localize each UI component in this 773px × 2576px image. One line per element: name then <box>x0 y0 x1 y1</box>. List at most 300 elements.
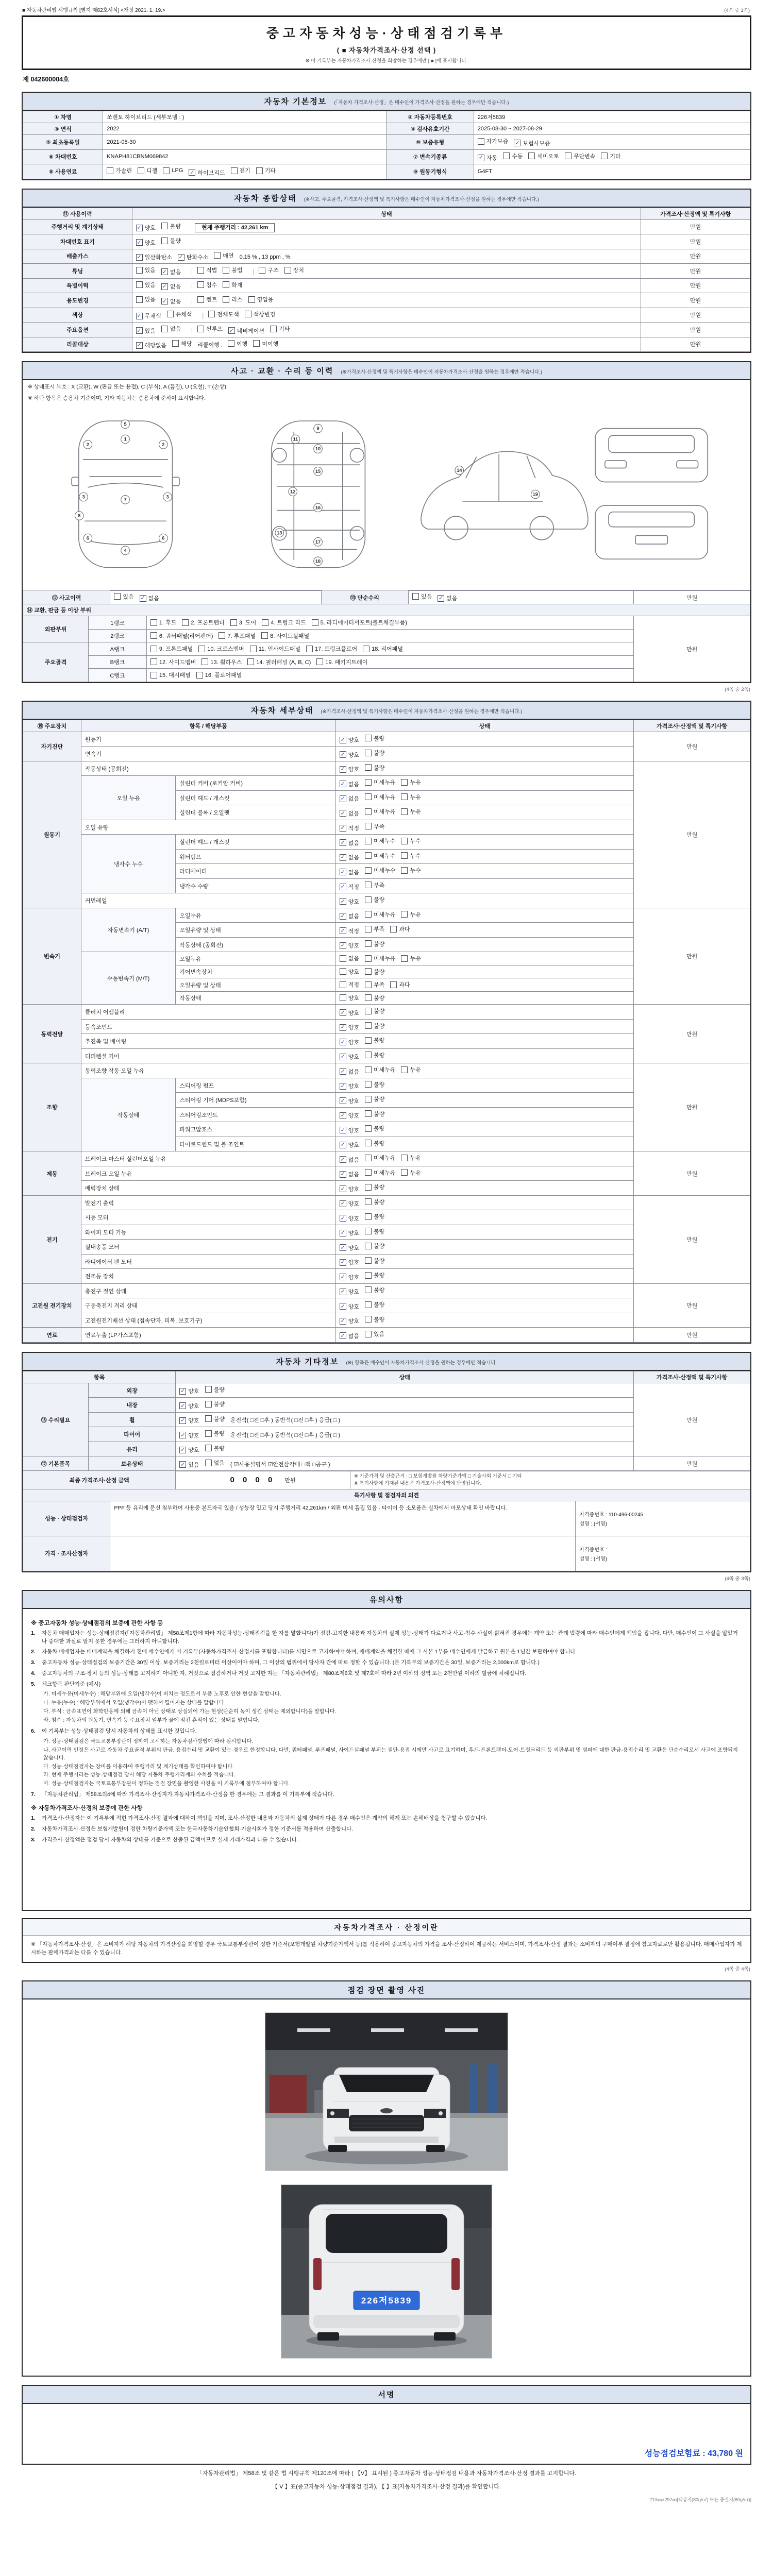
checkbox-없음[interactable] <box>340 1170 359 1178</box>
checkbox-없음[interactable] <box>161 268 181 276</box>
item-state <box>335 805 634 820</box>
checkbox-전기[interactable] <box>231 166 250 175</box>
checkbox-침수[interactable] <box>197 281 217 289</box>
checkbox-label: 미세누수 <box>373 868 396 874</box>
checkbox-없음[interactable] <box>205 1459 225 1467</box>
checkbox-없음[interactable] <box>340 853 359 861</box>
checkbox-없음[interactable] <box>140 594 159 602</box>
checkbox-양호[interactable] <box>340 1053 359 1061</box>
separator: | <box>191 283 193 290</box>
checkbox-불량[interactable] <box>365 1036 384 1044</box>
checkbox-있음[interactable] <box>136 295 156 303</box>
checkbox-19. 패키지트레이[interactable] <box>316 658 367 666</box>
inspector-comment <box>110 1536 576 1571</box>
checkbox-11. 인사이드패널[interactable] <box>250 645 300 653</box>
checkbox-mark <box>150 632 157 639</box>
checkbox-양호[interactable] <box>340 1097 359 1105</box>
accident-price-cell: 만원 <box>634 590 750 605</box>
checkbox-불량[interactable] <box>365 1022 384 1030</box>
checkbox-불량[interactable] <box>365 1286 384 1294</box>
checkbox-부족[interactable] <box>365 881 384 889</box>
panel-group-label: 외판부위 <box>23 616 89 642</box>
checkbox-미세누유[interactable] <box>365 807 396 816</box>
checkbox-없음[interactable] <box>340 1332 359 1340</box>
checkbox-mark <box>365 793 372 800</box>
checkbox-불량[interactable] <box>365 1212 384 1221</box>
checkbox-불량[interactable] <box>365 1198 384 1206</box>
notice-text: 자동차 매매업자는 성능·상태점검자(「자동차관리법」 제58조제1항에 따라 자동차성능·상태점검을 한 자를 말합니다)가 점검·고지한 내용과 자동차의 실제 성능·상태가 다르거나 사고·침수 사실이 밝혀진 경우에는 계약 또는 관계 법령에 따라 매수인에게 책임을 집니다. 다만, 매수인이 그 사실을 알았거나 중대한 과실로 알지 못한 경우에는 그러하지 아니합니다. <box>42 1630 738 1645</box>
checkbox-label: 양호 <box>188 1418 199 1425</box>
checkbox-세미오토[interactable] <box>528 152 559 160</box>
checkbox-양호[interactable] <box>179 1387 199 1395</box>
checkbox-mark <box>412 593 419 600</box>
checkbox-label: 양호 <box>348 1318 359 1325</box>
price-cell: 만원 <box>634 1151 750 1196</box>
checkbox-양호[interactable] <box>179 1431 199 1439</box>
checkbox-label: 불량 <box>373 1316 385 1323</box>
legal-line-1: 「자동차관리법」 제58조 및 같은 법 시행규칙 제120조에 따라 ( 【V】 표시된 ) 중고자동차 성능·상태점검 내용과 자동차가격조사·산정 결과를 고지합니다. <box>196 2470 576 2477</box>
checkbox-영업용[interactable] <box>248 295 274 303</box>
checkbox-17. 트렁크플로어[interactable] <box>306 645 357 653</box>
checkbox-label: 누수 <box>410 838 421 845</box>
checkbox-과다[interactable] <box>390 980 410 989</box>
checkbox-이행[interactable] <box>228 340 247 348</box>
checkbox-일산화탄소[interactable] <box>136 253 172 261</box>
checkbox-양호[interactable] <box>340 1229 359 1237</box>
checkbox-label: 구조 <box>267 267 279 274</box>
checkbox-불량[interactable] <box>161 236 181 245</box>
checkbox-12. 사이드멤버[interactable] <box>150 658 196 666</box>
price-cell: 만원 <box>641 337 750 352</box>
checkbox-mark <box>247 658 254 665</box>
checkbox-양호[interactable] <box>340 1111 359 1120</box>
checkbox-mark <box>316 658 323 665</box>
checkbox-LPG[interactable] <box>163 167 183 174</box>
checkbox-적정[interactable] <box>340 980 359 989</box>
checkbox-불량[interactable] <box>205 1385 225 1394</box>
checkbox-미세누유[interactable] <box>365 778 396 786</box>
checkbox-미세누유[interactable] <box>365 1065 396 1074</box>
checkbox-14. 필러패널 (A, B, C)[interactable] <box>247 658 311 666</box>
checkbox-label: 없음 <box>170 298 181 305</box>
section-detail-title <box>23 702 750 720</box>
checkbox-수동[interactable] <box>503 152 523 160</box>
checkbox-양호[interactable] <box>340 1258 359 1266</box>
svg-text:7: 7 <box>124 497 127 502</box>
checkbox-label: 불량 <box>213 1431 225 1437</box>
checkbox-불량[interactable] <box>365 1257 384 1265</box>
checkbox-미세누유[interactable] <box>365 910 396 919</box>
checkbox-mark <box>340 955 346 962</box>
item-name: 냉각수 수량 <box>176 878 335 893</box>
checkbox-유채색[interactable] <box>167 310 192 318</box>
checkbox-누유[interactable] <box>401 807 421 816</box>
checkbox-자가보증[interactable] <box>478 137 509 145</box>
checkbox-있음[interactable] <box>114 592 133 601</box>
checkbox-누유[interactable] <box>401 1065 421 1074</box>
checkbox-무단변속[interactable] <box>565 152 596 160</box>
checkbox-불량[interactable] <box>205 1415 225 1423</box>
checkbox-보험사보증[interactable] <box>514 139 550 147</box>
checkbox-1. 후드[interactable] <box>150 618 176 626</box>
final-price-amount <box>176 1470 350 1489</box>
checkbox-불량[interactable] <box>365 1124 384 1132</box>
rank-label: 1랭크 <box>88 616 146 630</box>
checkbox-없음[interactable] <box>340 780 359 788</box>
checkbox-양호[interactable] <box>340 1023 359 1031</box>
checkbox-label: 있음 <box>144 267 156 274</box>
checkbox-mark <box>365 1081 372 1088</box>
checkbox-양호[interactable] <box>136 224 156 232</box>
checkbox-미세누유[interactable] <box>365 793 396 801</box>
checkbox-없음[interactable] <box>340 954 359 962</box>
item-state <box>335 1151 634 1166</box>
checkbox-양호[interactable] <box>340 1273 359 1281</box>
checkbox-mark <box>365 764 372 771</box>
checkbox-적법[interactable] <box>197 266 217 274</box>
item-state <box>335 820 634 835</box>
checkbox-가솔린[interactable] <box>107 166 132 175</box>
checkbox-디젤[interactable] <box>138 166 157 175</box>
checkbox-불량[interactable] <box>365 1051 384 1059</box>
inspector-role: 가격 · 조사산정자 <box>23 1536 110 1571</box>
checkbox-label: 양호 <box>348 1054 359 1061</box>
price-cell: 만원 <box>634 1456 750 1471</box>
checkbox-label: 미세누유 <box>373 794 396 801</box>
checkbox-mark <box>401 867 408 874</box>
checkbox-불량[interactable] <box>365 1271 384 1279</box>
checkbox-미세누수[interactable] <box>365 852 396 860</box>
checkbox-양호[interactable] <box>179 1416 199 1425</box>
field-label: ⑧ 사용연료 <box>23 164 103 179</box>
certificate-number: 자격증번호 : <box>579 1547 608 1553</box>
notice-item <box>31 1825 742 1834</box>
usage-history-state <box>132 323 641 337</box>
checkbox-mark <box>478 138 484 145</box>
checkbox-불량[interactable] <box>365 764 384 772</box>
price-survey-select-option[interactable]: ( ■ 자동차가격조사·산정 선택 ) <box>337 46 436 54</box>
checkbox-mark: ✓ <box>229 327 234 334</box>
checkbox-mark: ✓ <box>340 1185 345 1192</box>
checkbox-누유[interactable] <box>401 1154 421 1162</box>
checkbox-없음[interactable] <box>161 325 181 333</box>
checkbox-불량[interactable] <box>205 1400 225 1408</box>
checkbox-없음[interactable] <box>340 912 359 920</box>
checkbox-양호[interactable] <box>340 1141 359 1149</box>
checkbox-label: 미세누유 <box>373 911 396 918</box>
accident-status-table <box>23 590 750 605</box>
checkbox-부족[interactable] <box>365 980 384 989</box>
checkbox-미세누수[interactable] <box>365 837 396 845</box>
checkbox-mark <box>401 911 408 918</box>
checkbox-mark <box>223 296 229 303</box>
checkbox-mark <box>363 646 369 652</box>
checkbox-없음[interactable] <box>161 297 181 306</box>
checkbox-2. 프론트펜더[interactable] <box>182 618 224 626</box>
checkbox-적정[interactable] <box>340 927 359 935</box>
checkbox-15. 대시패널[interactable] <box>150 671 191 679</box>
rank-label: B랭크 <box>88 655 146 669</box>
usage-history-state <box>132 264 641 279</box>
checkbox-mark: ✓ <box>340 898 345 905</box>
checkbox-9. 프론트패널[interactable] <box>150 645 193 653</box>
checkbox-미세누수[interactable] <box>365 866 396 874</box>
rank-label: 2랭크 <box>88 629 146 642</box>
checkbox-불량[interactable] <box>365 749 384 757</box>
checkbox-누유[interactable] <box>401 1168 421 1177</box>
checkbox-있음[interactable] <box>412 592 432 601</box>
checkbox-label: 19. 패키지트레이 <box>325 659 368 666</box>
checkbox-label: 없음 <box>348 1172 359 1178</box>
field-value: 226저5839 <box>474 111 750 123</box>
checkbox-13. 휠하우스[interactable] <box>201 658 242 666</box>
checkbox-화재[interactable] <box>223 281 242 289</box>
checkbox-양호[interactable] <box>340 994 359 1002</box>
checkbox-양호[interactable] <box>340 765 359 773</box>
checkbox-양호[interactable] <box>179 1402 199 1410</box>
item-state <box>335 790 634 805</box>
checkbox-해당없음[interactable] <box>136 341 167 349</box>
notice-number: 1. <box>31 1630 36 1636</box>
checkbox-양호[interactable] <box>340 1185 359 1193</box>
checkbox-없음[interactable] <box>161 282 181 291</box>
checkbox-있음[interactable] <box>365 1330 384 1338</box>
checkbox-양호[interactable] <box>136 239 156 247</box>
checkbox-label: 없음 <box>446 596 458 602</box>
checkbox-label: 있음 <box>188 1462 199 1468</box>
checkbox-하이브리드[interactable] <box>189 168 225 177</box>
checkbox-불량[interactable] <box>365 940 384 948</box>
checkbox-mark <box>172 340 179 347</box>
signature-line: 성명 : (서명) <box>579 1521 607 1527</box>
checkbox-3. 도어[interactable] <box>230 618 256 626</box>
checkbox-누수[interactable] <box>401 837 421 845</box>
checkbox-18. 리어패널[interactable] <box>363 645 403 653</box>
checkbox-불량[interactable] <box>365 1300 384 1309</box>
checkbox-mark <box>261 632 268 639</box>
checkbox-없음[interactable] <box>340 809 359 818</box>
price-cell: 만원 <box>641 234 750 249</box>
field-label: ④ 검사유효기간 <box>386 123 474 135</box>
field-label: ⑨ 원동기형식 <box>386 164 474 179</box>
checkbox-불량[interactable] <box>365 1183 384 1191</box>
checkbox-label: 양호 <box>348 1098 359 1105</box>
basic-info-row <box>23 164 750 179</box>
checkbox-label: 양호 <box>348 1230 359 1237</box>
checkbox-불량[interactable] <box>365 1095 384 1103</box>
checkbox-양호[interactable] <box>340 1214 359 1223</box>
notice-number: 6. <box>31 1727 36 1734</box>
checkbox-양호[interactable] <box>340 1287 359 1296</box>
checkbox-자동[interactable] <box>478 154 497 162</box>
checkbox-mark: ✓ <box>180 1388 186 1395</box>
checkbox-양호[interactable] <box>340 1009 359 1017</box>
checkbox-양호[interactable] <box>340 1302 359 1311</box>
checkbox-무채색[interactable] <box>136 312 161 320</box>
checkbox-구조[interactable] <box>259 266 278 274</box>
checkbox-누유[interactable] <box>401 793 421 801</box>
svg-text:3: 3 <box>82 494 85 500</box>
checkbox-색상변경[interactable] <box>245 310 276 318</box>
checkbox-mark: ✓ <box>178 254 183 260</box>
checkbox-양호[interactable] <box>340 1082 359 1090</box>
checkbox-양호[interactable] <box>340 1244 359 1252</box>
checkbox-mark <box>365 1140 372 1146</box>
checkbox-있음[interactable] <box>136 327 156 335</box>
checkbox-mark <box>365 1037 372 1044</box>
checkbox-5. 라디에이터서포트(볼트체결부품)[interactable] <box>312 618 407 626</box>
checkbox-전체도색[interactable] <box>208 310 239 318</box>
checkbox-7. 루프패널[interactable] <box>219 632 256 640</box>
checkbox-mark <box>270 326 277 332</box>
checkbox-label: 누유 <box>410 1170 421 1176</box>
field-label: ③ 연식 <box>23 123 103 135</box>
checkbox-불량[interactable] <box>365 1139 384 1147</box>
checkbox-있음[interactable] <box>136 266 156 274</box>
checkbox-누수[interactable] <box>401 852 421 860</box>
checkbox-mark: ✓ <box>180 1447 186 1453</box>
checkbox-기타[interactable] <box>270 325 290 333</box>
checkbox-label: 누수 <box>410 853 421 859</box>
checkbox-mark <box>259 267 265 274</box>
checkbox-없음[interactable] <box>340 868 359 876</box>
checkbox-장치[interactable] <box>284 266 304 274</box>
item-state <box>335 1225 634 1240</box>
checkbox-6. 쿼터패널(리어펜더)[interactable] <box>150 632 213 640</box>
checkbox-불량[interactable] <box>365 1110 384 1118</box>
checkbox-양호[interactable] <box>340 736 359 744</box>
checkbox-과다[interactable] <box>390 925 410 933</box>
checkbox-있음[interactable] <box>136 281 156 289</box>
checkbox-10. 크로스멤버[interactable] <box>198 645 244 653</box>
checkbox-label: 없음 <box>148 596 159 602</box>
checkbox-불량[interactable] <box>205 1444 225 1452</box>
checkbox-label: 12. 사이드멤버 <box>159 659 196 666</box>
checkbox-누수[interactable] <box>401 866 421 874</box>
col-state: 상태 <box>132 208 641 219</box>
checkbox-불량[interactable] <box>365 1080 384 1089</box>
checkbox-label: 양호 <box>348 737 359 744</box>
checkbox-없음[interactable] <box>340 1067 359 1076</box>
checkbox-label: 14. 필러패널 (A, B, C) <box>256 659 311 666</box>
svg-text:6: 6 <box>162 535 165 541</box>
checkbox-불량[interactable] <box>365 1227 384 1235</box>
checkbox-mark <box>365 735 372 741</box>
checkbox-mark <box>365 1301 372 1308</box>
checkbox-리스[interactable] <box>223 295 242 303</box>
checkbox-누유[interactable] <box>401 910 421 919</box>
checkbox-불량[interactable] <box>365 734 384 742</box>
checkbox-네비게이션[interactable] <box>228 327 264 335</box>
final-price-label: 최종 가격조사·산정 금액 <box>23 1470 176 1489</box>
checkbox-양호[interactable] <box>340 968 359 976</box>
checkbox-적정[interactable] <box>340 883 359 891</box>
checkbox-부족[interactable] <box>365 925 384 933</box>
checkbox-없음[interactable] <box>340 839 359 847</box>
checkbox-양호[interactable] <box>340 1317 359 1325</box>
checkbox-16. 플로어패널[interactable] <box>196 671 242 679</box>
checkbox-mark: ✓ <box>340 766 345 773</box>
car-damage-diagram <box>23 403 750 591</box>
item-state <box>335 849 634 864</box>
accident-history-label: ⑫ 사고이력 <box>23 590 110 605</box>
checkbox-label: 없음 <box>170 326 181 332</box>
detail-row <box>23 1151 750 1166</box>
checkbox-미세누유[interactable] <box>365 1154 396 1162</box>
price-cell: 만원 <box>641 219 750 234</box>
other-item-name: 보유상태 <box>88 1456 175 1471</box>
checkbox-label: 누유 <box>410 956 421 962</box>
checkbox-미세누유[interactable] <box>365 954 396 962</box>
checkbox-불량[interactable] <box>365 994 384 1002</box>
svg-text:13: 13 <box>277 530 282 536</box>
checkbox-양호[interactable] <box>340 1199 359 1208</box>
checkbox-mark <box>365 1052 372 1058</box>
checkbox-없음[interactable] <box>340 794 359 803</box>
checkbox-없음[interactable] <box>340 1156 359 1164</box>
checkbox-기타[interactable] <box>601 152 620 160</box>
checkbox-있음[interactable] <box>179 1461 199 1469</box>
price-cell: 만원 <box>634 1195 750 1283</box>
checkbox-양호[interactable] <box>340 897 359 906</box>
checkbox-불량[interactable] <box>205 1429 225 1437</box>
checkbox-8. 사이드실패널[interactable] <box>261 632 309 640</box>
item-state <box>335 937 634 952</box>
checkbox-적정[interactable] <box>340 824 359 832</box>
checkbox-기타[interactable] <box>256 166 276 175</box>
checkbox-label: 과다 <box>399 982 410 989</box>
checkbox-불량[interactable] <box>365 1315 384 1324</box>
checkbox-없음[interactable] <box>438 594 457 602</box>
checkbox-불법[interactable] <box>223 266 242 274</box>
checkbox-mark <box>365 940 372 947</box>
checkbox-매연[interactable] <box>214 251 233 260</box>
checkbox-누유[interactable] <box>401 778 421 786</box>
checkbox-미이행[interactable] <box>253 340 278 348</box>
inline-text: 리콜이행 : <box>197 342 223 348</box>
checkbox-렌트[interactable] <box>197 295 217 303</box>
checkbox-4. 트렁크 리드[interactable] <box>262 618 306 626</box>
notices-title: 유의사항 <box>23 1591 750 1609</box>
checkbox-해당[interactable] <box>172 340 192 348</box>
checkbox-양호[interactable] <box>340 1126 359 1134</box>
checkbox-양호[interactable] <box>179 1446 199 1454</box>
checkbox-양호[interactable] <box>340 751 359 759</box>
checkbox-label: 양호 <box>188 1403 199 1410</box>
notice-text: 가격조사·산정자는 이 기록부에 적힌 가격조사·산정 결과에 대하여 책임을 지며, 조사·산정한 내용과 자동차의 실제 상태가 다른 경우 매수인은 계약의 해제 또는 손해배상을 청구할 수 있습니다. <box>42 1815 488 1822</box>
checkbox-불량[interactable] <box>161 222 181 230</box>
checkbox-불량[interactable] <box>365 1242 384 1250</box>
checkbox-미세누유[interactable] <box>365 1168 396 1177</box>
item-state <box>335 1166 634 1181</box>
checkbox-label: 양호 <box>348 1010 359 1016</box>
checkbox-누유[interactable] <box>401 954 421 962</box>
usage-history-label: 리콜대상 <box>23 337 132 352</box>
checkbox-label: 기타 <box>610 153 621 160</box>
checkbox-불량[interactable] <box>365 968 384 976</box>
checkbox-mark: ✓ <box>180 1461 186 1468</box>
checkbox-불량[interactable] <box>365 1007 384 1015</box>
notice-item <box>31 1659 742 1667</box>
checkbox-불량[interactable] <box>365 895 384 904</box>
checkbox-썬루프[interactable] <box>197 325 223 333</box>
checkbox-양호[interactable] <box>340 941 359 950</box>
checkbox-mark <box>248 296 255 303</box>
item-name: 고전원전기배선 상태 (접속단자, 피복, 보호기구) <box>81 1313 335 1328</box>
checkbox-양호[interactable] <box>340 1038 359 1046</box>
checkbox-탄화수소[interactable] <box>178 253 209 261</box>
checkbox-부족[interactable] <box>365 822 384 831</box>
